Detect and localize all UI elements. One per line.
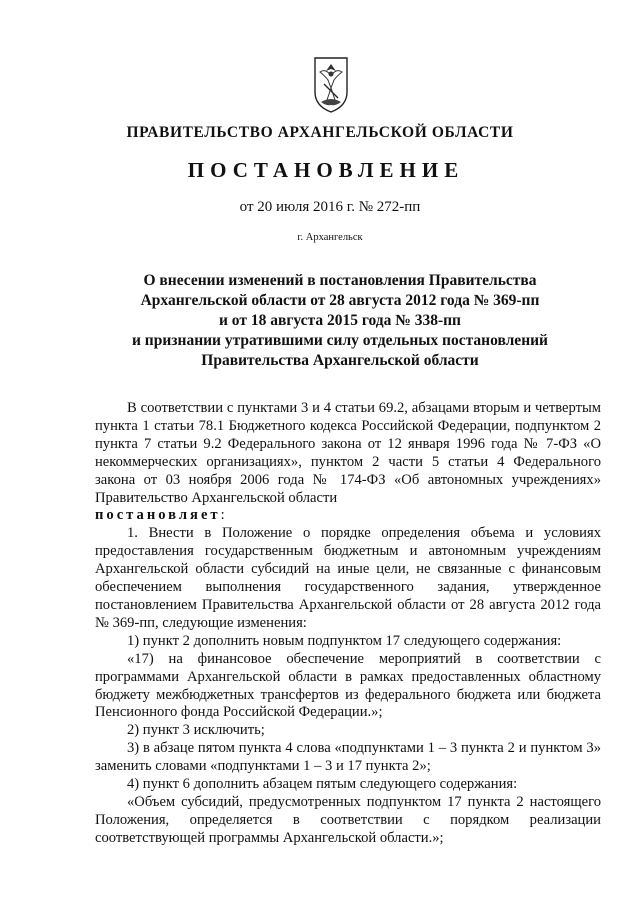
heading-line: и от 18 августа 2015 года № 338-пп xyxy=(219,312,461,329)
heading-line: О внесении изменений в постановления Правительства xyxy=(143,272,537,289)
heading-line: и признании утратившими силу отдельных постановлений xyxy=(132,332,548,349)
decrees-word: постановляет xyxy=(95,507,221,524)
document-body xyxy=(95,400,601,848)
heading-line: Правительства Архангельской области xyxy=(201,352,479,369)
document-type: ПОСТАНОВЛЕНИЕ xyxy=(187,158,465,182)
paragraph-item: 1) пункт 2 дополнить новым подпунктом 17 следующего содержания: xyxy=(127,632,562,649)
document-date: от 20 июля 2016 г. № 272-пп xyxy=(239,199,421,215)
coat-of-arms-icon xyxy=(312,56,350,114)
paragraph-item: 2) пункт 3 исключить; xyxy=(127,722,265,739)
city-label: г. Архангельск xyxy=(297,232,363,243)
paragraph-item: 3) в абзаце пятом пункта 4 слова «подпунктами 1 – 3 пункта 2 и пунктом 3» заменить словами «подпунктами 1 – 3 и 17 пункта 2»; xyxy=(95,740,601,775)
paragraph-item: «Объем субсидий, предусмотренных подпунктом 17 пункта 2 настоящего Положения, определяется в соответствии с порядком реализации соответствующей программы Архангельской области.»; xyxy=(95,793,601,846)
paragraph-item: 1. Внести в Положение о порядке определения объема и условиях предоставления государственным бюджетным и автономным учреждениям Архангельской области субсидий на иные цели, не связанные с финансовым обеспечением выполнения государственного задания, утвержденное постановлением Правительства Архангельской области от 28 августа 2012 года № 369-пп, следующие изменения: xyxy=(95,525,601,631)
decrees-colon: : xyxy=(220,507,225,524)
intro-paragraph: В соответствии с пунктами 3 и 4 статьи 69.2, абзацами вторым и четвертым пункта 1 статьи 78.1 Бюджетного кодекса Российской Федерации, подпунктом 2 пункта 7 статьи 9.2 Федерального закона от 12 января 1996 года № 7-ФЗ «О некоммерческих организациях», пунктом 2 части 5 статьи 4 Федерального закона от 03 ноября 2006 года № 174-ФЗ «Об автономных учреждениях» Правительство Архангельской области xyxy=(95,400,601,506)
decrees-line xyxy=(95,507,601,525)
paragraph-item: «17) на финансовое обеспечение мероприятий в соответствии с программами Архангельской области в рамках предоставленных областному бюджету межбюджетных трансфертов из федерального бюджета или бюджета Пенсионного фонда Российской Федерации.»; xyxy=(95,650,601,721)
government-title: ПРАВИТЕЛЬСТВО АРХАНГЕЛЬСКОЙ ОБЛАСТИ xyxy=(126,124,514,141)
document-heading xyxy=(120,271,560,371)
paragraph-item: 4) пункт 6 дополнить абзацем пятым следующего содержания: xyxy=(127,776,518,793)
heading-line: Архангельской области от 28 августа 2012 года № 369-пп xyxy=(140,292,540,309)
